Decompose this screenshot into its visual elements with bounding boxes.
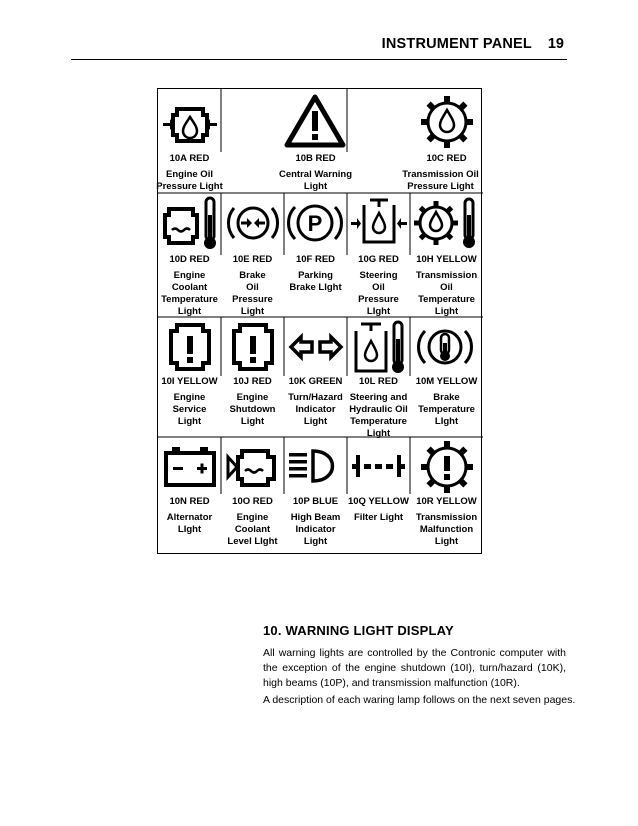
parking-brake-icon — [287, 199, 343, 247]
section-paragraph-1: All warning lights are controlled by the Contronic computer with the exception of the engine shutdown (10I), turn/hazard (10K), high beams (10P), and transmission malfunction (10R). — [263, 647, 566, 689]
light-name-10m: Brake Temperature LIght — [418, 392, 475, 427]
light-name-10k: Turn/Hazard Indicator Light — [288, 392, 343, 427]
section-title: 10. WARNING LIGHT DISPLAY — [263, 623, 454, 638]
brake-oil-pressure-icon — [225, 199, 281, 247]
engine-oil-pressure-icon — [162, 97, 218, 149]
light-code-10q: 10Q YELLOW — [347, 496, 410, 507]
header-title: INSTRUMENT PANEL — [381, 36, 532, 52]
section-paragraph-2: A description of each waring lamp follows on the next seven pages. — [263, 694, 576, 706]
page-number: 19 — [547, 36, 564, 52]
light-code-10k: 10K GREEN — [288, 376, 343, 387]
svg-text:P: P — [307, 211, 323, 236]
light-name-10n: Alternator LIght — [166, 512, 213, 535]
turn-hazard-arrows-icon — [288, 329, 344, 365]
light-code-10g: 10G RED — [358, 254, 399, 265]
warning-light-panel — [157, 88, 482, 554]
steering-oil-pressure-icon — [350, 197, 408, 247]
light-name-10f: Parking Brake LIght — [289, 270, 342, 293]
light-code-10h: 10H YELLOW — [416, 254, 477, 265]
light-code-10r: 10R YELLOW — [416, 496, 477, 507]
filter-icon — [350, 451, 408, 481]
light-code-10p: 10P BLUE — [292, 496, 339, 507]
light-name-10d: Engine Coolant Temperature Light — [161, 270, 218, 317]
light-name-10o: Engine Coolant Level LIght — [227, 512, 278, 547]
engine-shutdown-icon — [225, 319, 281, 375]
central-warning-triangle-icon — [283, 93, 347, 149]
header-rule — [71, 59, 567, 60]
light-code-10f: 10F RED — [295, 254, 336, 265]
light-name-10q: Filter Light — [353, 512, 404, 523]
light-code-10o: 10O RED — [232, 496, 273, 507]
transmission-oil-temperature-icon — [412, 195, 480, 251]
light-name-10a: Engine Oil Pressure Light — [156, 169, 223, 192]
light-name-10g: Steering Oil Pressure LIght — [358, 270, 399, 317]
transmission-malfunction-icon — [419, 439, 475, 495]
light-code-10e: 10E RED — [232, 254, 273, 265]
light-code-10c: 10C RED — [426, 153, 467, 164]
transmission-oil-pressure-gear-icon — [419, 93, 475, 151]
light-name-10e: Brake Oil Pressure Light — [232, 270, 273, 317]
light-code-10l: 10L RED — [359, 376, 398, 387]
engine-coolant-level-icon — [225, 443, 281, 491]
brake-temperature-icon — [413, 323, 477, 371]
light-name-10r: Transmission Malfunction Light — [415, 512, 478, 547]
light-name-10b: Central Warning Light — [278, 169, 352, 192]
light-code-10n: 10N RED — [169, 496, 210, 507]
light-name-10c: Transmission Oil Pressure Light — [402, 169, 479, 192]
engine-coolant-temperature-icon — [162, 195, 218, 251]
alternator-battery-icon — [162, 443, 218, 491]
light-name-10i: Engine Service Light — [172, 392, 207, 427]
light-name-10l: Steering and Hydraulic Oil Temperature Light — [349, 392, 408, 439]
light-code-10j: 10J RED — [233, 376, 272, 387]
light-name-10p: High Beam Indicator Light — [290, 512, 341, 547]
page-header — [0, 36, 638, 60]
light-code-10i: 10I YELLOW — [161, 376, 218, 387]
light-code-10d: 10D RED — [169, 254, 210, 265]
high-beam-icon — [287, 447, 345, 487]
steering-hydraulic-oil-temperature-icon — [350, 319, 408, 375]
light-code-10a: 10A RED — [169, 153, 210, 164]
light-code-10m: 10M YELLOW — [415, 376, 478, 387]
light-code-10b: 10B RED — [295, 153, 336, 164]
engine-service-icon — [162, 319, 218, 375]
light-name-10h: Transmission Oil Temperature Light — [415, 270, 478, 317]
light-name-10j: Engine Shutdown Light — [229, 392, 276, 427]
